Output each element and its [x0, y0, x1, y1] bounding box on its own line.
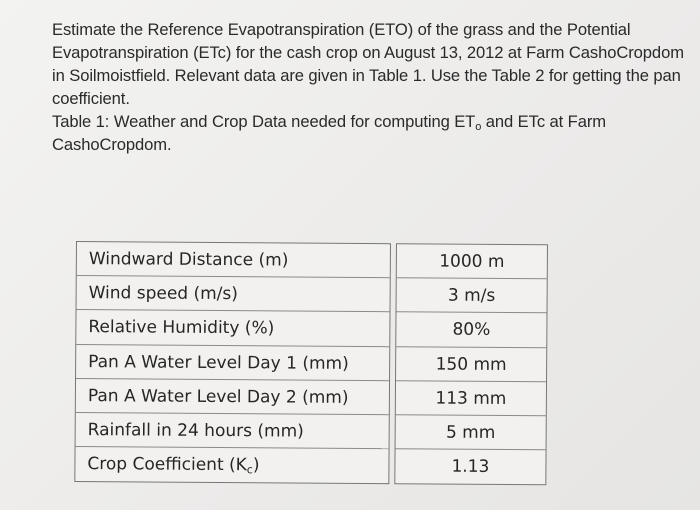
value-cell-pan-level-day-2: 113 mm: [396, 381, 546, 416]
value-cell-rainfall: 5 mm: [396, 415, 546, 450]
parameter-cell-relative-humidity: Relative Humidity (%): [76, 310, 389, 346]
crop-coefficient-subscript: c: [246, 463, 253, 477]
parameter-cell-pan-level-day-2: Pan A Water Level Day 2 (mm): [76, 379, 389, 415]
crop-coefficient-close: ): [252, 455, 260, 476]
table-caption-prefix: Table 1: Weather and Crop Data needed for computing ET: [52, 112, 476, 131]
weather-crop-data-table: [74, 241, 550, 485]
value-cell-pan-level-day-1: 150 mm: [396, 347, 546, 382]
parameter-column: [74, 241, 391, 485]
problem-statement: Estimate the Reference Evapotranspiration (ETO) of the grass and the Potential Evapotranspiration (ETc) for the cash crop on August 13, 2012 at Farm CashoCropdom in Soilmoistfield. Relevant data are given in Table 1. Use the Table 2 for getting the pan coefficient.: [52, 20, 684, 108]
parameter-cell-windward-distance: Windward Distance (m): [77, 242, 390, 278]
value-cell-wind-speed: 3 m/s: [397, 278, 547, 313]
problem-text: [52, 18, 692, 156]
value-cell-crop-coefficient: 1.13: [451, 456, 490, 478]
crop-coefficient-label: Crop Coefficient (K: [87, 454, 247, 476]
parameter-cell-pan-level-day-1: Pan A Water Level Day 1 (mm): [76, 345, 389, 381]
table-caption: [52, 110, 692, 156]
value-column: [394, 243, 548, 485]
value-cell-relative-humidity: 80%: [396, 313, 546, 348]
value-cell-windward-distance: 1000 m: [397, 244, 547, 279]
parameter-cell-rainfall: Rainfall in 24 hours (mm): [76, 413, 389, 449]
table-caption-subscript: o: [475, 121, 482, 133]
parameter-cell-wind-speed: Wind speed (m/s): [77, 276, 390, 312]
parameter-cell-crop-coefficient: [75, 447, 388, 483]
table-caption-suffix: and ETc at Farm CashoCropdom.: [52, 112, 606, 154]
